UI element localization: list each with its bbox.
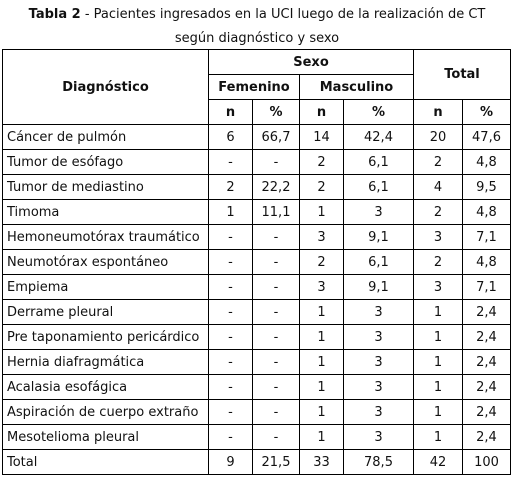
table-row — [3, 375, 511, 400]
total-pct-cell: 4,8 — [463, 150, 511, 175]
total-pct-cell: 2,4 — [463, 375, 511, 400]
header-f-pct: % — [253, 100, 300, 125]
total-row — [3, 450, 511, 475]
total-n-cell: 1 — [414, 325, 463, 350]
total-pct-cell: 2,4 — [463, 425, 511, 450]
total-pct-cell: 4,8 — [463, 250, 511, 275]
diagnosis-cell: Tumor de mediastino — [3, 175, 209, 200]
total-n-cell: 1 — [414, 400, 463, 425]
header-f-n: n — [209, 100, 253, 125]
male-pct-cell: 6,1 — [344, 175, 414, 200]
female-pct-cell: 21,5 — [253, 450, 300, 475]
female-n-cell: - — [209, 325, 253, 350]
male-n-cell: 1 — [300, 325, 344, 350]
male-n-cell: 1 — [300, 300, 344, 325]
female-n-cell: - — [209, 375, 253, 400]
caption-line-2: según diagnóstico y sexo — [174, 31, 340, 46]
male-pct-cell: 3 — [344, 200, 414, 225]
diagnosis-cell: Aspiración de cuerpo extraño — [3, 400, 209, 425]
total-n-cell: 1 — [414, 375, 463, 400]
male-n-cell: 3 — [300, 275, 344, 300]
female-n-cell: 6 — [209, 125, 253, 150]
male-n-cell: 1 — [300, 200, 344, 225]
male-n-cell: 14 — [300, 125, 344, 150]
table-row — [3, 325, 511, 350]
total-n-cell: 2 — [414, 200, 463, 225]
male-pct-cell: 9,1 — [344, 225, 414, 250]
male-pct-cell: 6,1 — [344, 250, 414, 275]
total-n-cell: 1 — [414, 350, 463, 375]
table-row — [3, 225, 511, 250]
header-total: Total — [414, 50, 511, 100]
total-n-cell: 3 — [414, 275, 463, 300]
header-femenino: Femenino — [209, 75, 300, 100]
diagnosis-cell: Mesotelioma pleural — [3, 425, 209, 450]
male-n-cell: 1 — [300, 425, 344, 450]
female-pct-cell: - — [253, 400, 300, 425]
caption-line-1 — [0, 3, 514, 27]
male-n-cell: 2 — [300, 175, 344, 200]
header-m-pct: % — [344, 100, 414, 125]
female-n-cell: - — [209, 350, 253, 375]
total-pct-cell: 4,8 — [463, 200, 511, 225]
header-t-pct: % — [463, 100, 511, 125]
male-pct-cell: 9,1 — [344, 275, 414, 300]
female-n-cell: - — [209, 225, 253, 250]
diagnosis-cell: Timoma — [3, 200, 209, 225]
female-n-cell: - — [209, 400, 253, 425]
total-pct-cell: 47,6 — [463, 125, 511, 150]
header-masculino: Masculino — [300, 75, 414, 100]
table-caption — [0, 3, 514, 51]
male-n-cell: 33 — [300, 450, 344, 475]
header-sexo: Sexo — [209, 50, 414, 75]
total-pct-cell: 2,4 — [463, 300, 511, 325]
total-pct-cell: 2,4 — [463, 325, 511, 350]
female-n-cell: 2 — [209, 175, 253, 200]
data-table — [2, 49, 511, 475]
total-n-cell: 4 — [414, 175, 463, 200]
female-n-cell: - — [209, 300, 253, 325]
female-pct-cell: - — [253, 150, 300, 175]
male-n-cell: 1 — [300, 375, 344, 400]
total-n-cell: 2 — [414, 150, 463, 175]
male-pct-cell: 42,4 — [344, 125, 414, 150]
table-row — [3, 275, 511, 300]
diagnosis-cell: Hernia diafragmática — [3, 350, 209, 375]
female-pct-cell: - — [253, 425, 300, 450]
diagnosis-cell: Acalasia esofágica — [3, 375, 209, 400]
header-diagnostico: Diagnóstico — [3, 50, 209, 125]
table-row — [3, 150, 511, 175]
female-pct-cell: - — [253, 275, 300, 300]
male-pct-cell: 78,5 — [344, 450, 414, 475]
table-body — [3, 125, 511, 475]
total-pct-cell: 7,1 — [463, 275, 511, 300]
male-pct-cell: 6,1 — [344, 150, 414, 175]
male-pct-cell: 3 — [344, 325, 414, 350]
table-row — [3, 400, 511, 425]
male-pct-cell: 3 — [344, 375, 414, 400]
male-n-cell: 1 — [300, 350, 344, 375]
female-n-cell: 9 — [209, 450, 253, 475]
total-n-cell: 2 — [414, 250, 463, 275]
male-n-cell: 3 — [300, 225, 344, 250]
diagnosis-cell: Hemoneumotórax traumático — [3, 225, 209, 250]
total-n-cell: 3 — [414, 225, 463, 250]
male-pct-cell: 3 — [344, 350, 414, 375]
male-pct-cell: 3 — [344, 400, 414, 425]
total-pct-cell: 2,4 — [463, 400, 511, 425]
table-row — [3, 175, 511, 200]
male-pct-cell: 3 — [344, 425, 414, 450]
table-row — [3, 125, 511, 150]
female-n-cell: - — [209, 425, 253, 450]
caption-text-1: - Pacientes ingresados en la UCI luego de la realización de CT — [80, 7, 486, 22]
diagnosis-cell: Total — [3, 450, 209, 475]
diagnosis-cell: Empiema — [3, 275, 209, 300]
female-n-cell: - — [209, 150, 253, 175]
table-row — [3, 425, 511, 450]
diagnosis-cell: Tumor de esófago — [3, 150, 209, 175]
total-n-cell: 1 — [414, 300, 463, 325]
header-t-n: n — [414, 100, 463, 125]
male-n-cell: 1 — [300, 400, 344, 425]
total-n-cell: 42 — [414, 450, 463, 475]
male-n-cell: 2 — [300, 250, 344, 275]
female-n-cell: - — [209, 275, 253, 300]
male-pct-cell: 3 — [344, 300, 414, 325]
female-pct-cell: 66,7 — [253, 125, 300, 150]
table-header — [3, 50, 511, 125]
diagnosis-cell: Pre taponamiento pericárdico — [3, 325, 209, 350]
total-pct-cell: 9,5 — [463, 175, 511, 200]
table-row — [3, 200, 511, 225]
total-pct-cell: 7,1 — [463, 225, 511, 250]
female-pct-cell: - — [253, 250, 300, 275]
female-n-cell: 1 — [209, 200, 253, 225]
total-pct-cell: 2,4 — [463, 350, 511, 375]
female-pct-cell: 11,1 — [253, 200, 300, 225]
male-n-cell: 2 — [300, 150, 344, 175]
female-pct-cell: - — [253, 325, 300, 350]
total-pct-cell: 100 — [463, 450, 511, 475]
table-row — [3, 250, 511, 275]
female-pct-cell: - — [253, 350, 300, 375]
header-row-1 — [3, 50, 511, 75]
diagnosis-cell: Neumotórax espontáneo — [3, 250, 209, 275]
female-pct-cell: - — [253, 375, 300, 400]
table-row — [3, 350, 511, 375]
table-label: Tabla 2 — [28, 7, 81, 22]
female-pct-cell: 22,2 — [253, 175, 300, 200]
female-pct-cell: - — [253, 225, 300, 250]
header-m-n: n — [300, 100, 344, 125]
diagnosis-cell: Derrame pleural — [3, 300, 209, 325]
table-row — [3, 300, 511, 325]
total-n-cell: 20 — [414, 125, 463, 150]
female-n-cell: - — [209, 250, 253, 275]
total-n-cell: 1 — [414, 425, 463, 450]
diagnosis-cell: Cáncer de pulmón — [3, 125, 209, 150]
female-pct-cell: - — [253, 300, 300, 325]
